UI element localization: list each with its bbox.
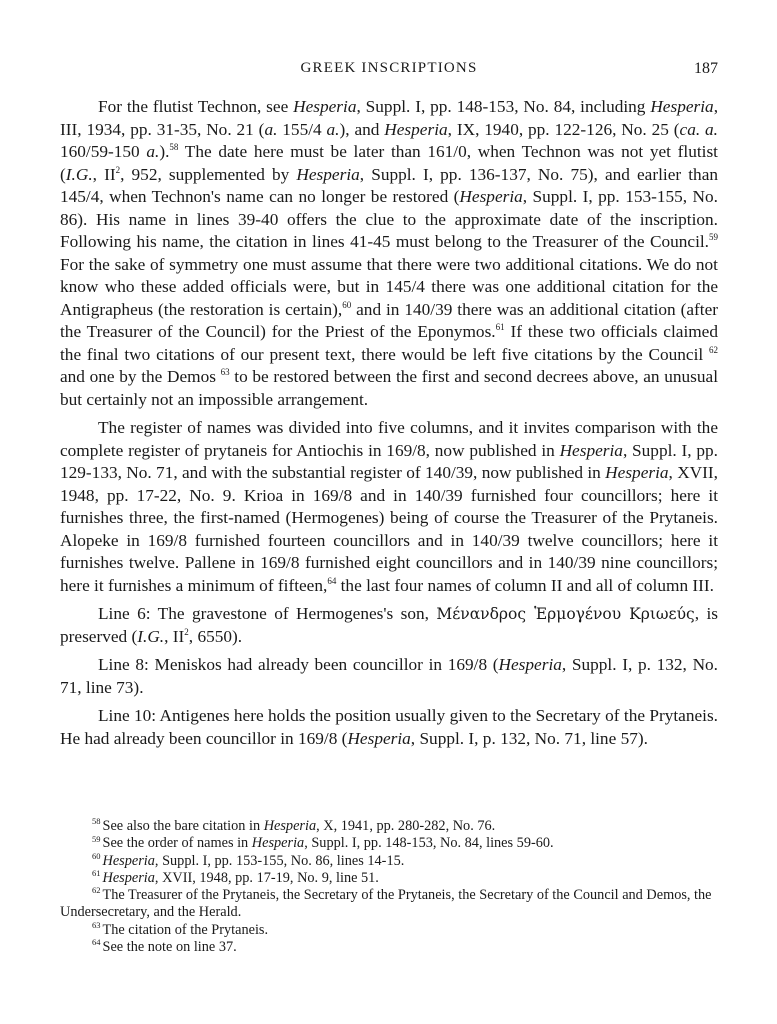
running-title: GREEK INSCRIPTIONS: [300, 60, 478, 76]
footnotes: [60, 818, 718, 956]
footnote-61: $^{61}$ Hesperia, XVII, 1948, pp. 17-19, No. 9, line 51.: [92, 868, 379, 886]
paragraph-register: The register of names was divided into five columns, and it invites comparison with the complete register of prytaneis for Antiochis in 169/8, now published in Hesperia, Suppl. I, pp. 129-133, No. 71, and with the substantial register of 140/39, now published in Hesperia, XVII, 1948, pp. 17-22, No. 9. Krioa in 169/8 and in 140/39 furnished four councillors; here it furnishes three, the first-named (Hermogenes) being of course the Treasurer of the Prytaneis. Alopeke in 169/8 furnished fourteen councillors and in 140/39 twelve councillors; here it furnishes twelve. Pallene in 169/8 furnished eight councillors and in 140/39 nine councillors; here it furnishes a minimum of fifteen,$^{64}$ the last four names of column II and all of column III.: [60, 418, 718, 595]
footnote-60: $^{60}$ Hesperia, Suppl. I, pp. 153-155, No. 86, lines 14-15.: [92, 850, 405, 869]
paragraph-line-6: Line 6: The gravestone of Hermogenes's son, Μένανδρος Ἑρμογένου Κριωεύς, is preserved (I.G., $II^2$, 6550).: [60, 604, 718, 646]
page-header: [60, 60, 718, 84]
greek-inscription-text: Μένανδρος Ἑρμογένου Κριωεύς: [436, 605, 695, 623]
footnote-ref-61[interactable]: 61: [495, 322, 505, 333]
footnote-ref-60[interactable]: 60: [342, 299, 352, 310]
page-number: 187: [694, 60, 718, 77]
footnote-ref-58[interactable]: 58: [169, 142, 179, 153]
paragraph-line-8: Line 8: Meniskos had already been councillor in 169/8 (Hesperia, Suppl. I, p. 132, No. 71, line 73).: [60, 655, 719, 697]
footnote-ref-59[interactable]: 59: [709, 232, 718, 243]
footnote-64: $^{64}$ See the note on line 37.: [92, 937, 237, 956]
body-text: [60, 96, 718, 756]
footnote-62: $^{62}$ The Treasurer of the Prytaneis, the Secretary of the Prytaneis, the Secretary of the Council and Demos, the Undersecretary, and the Herald.: [60, 885, 712, 921]
footnote-59: $^{59}$ See the order of names in Hesperia, Suppl. I, pp. 148-153, No. 84, lines 59-60.: [92, 833, 554, 852]
footnote-ref-64[interactable]: 64: [327, 575, 337, 586]
footnote-63: $^{63}$ The citation of the Prytaneis.: [92, 920, 269, 938]
footnote-ref-63[interactable]: 63: [220, 367, 230, 378]
paragraph-line-10: Line 10: Antigenes here holds the position usually given to the Secretary of the Prytaneis. He had already been councillor in 169/8 (Hesperia, Suppl. I, p. 132, No. 71, line 57).: [60, 706, 718, 748]
paragraph-technon: For the flutist Technon, see Hesperia, Suppl. I, pp. 148-153, No. 84, including Hesperia, III, 1934, pp. 31-35, No. 21 (a. 155/4 a.), and Hesperia, IX, 1940, pp. 122-126, No. 25 (ca. a. 160/59-150 a.).$^{58}$ The date here must be later than 161/0, when Technon was not yet flutist (I.G., $II^2$, 952, supplemented by Hesperia, Suppl. I, pp. 136-137, No. 75), and earlier than 145/4, when Technon's name can no longer be restored (Hesperia, Suppl. I, pp. 153-155, No. 86). His name in lines 39-40 offers the clue to the approximate date of the inscription. Following his name, the citation in lines 41-45 must belong to the Treasurer of the Council.$^{59}$ For the sake of symmetry one must assume that there were two additional citations. We do not know who these added officials were, but in 145/4 there was one additional citation for the Antigrapheus (the restoration is certain),$^{60}$ and in 140/39 there was an additional citation (after the Treasurer of the Council) for the Priest of the Eponymos.$^{61}$ If these two officials claimed the final two citations of our present text, there would be left five citations by the Council $^{62}$ and one by the Demos $^{63}$ to be restored between the first and second decrees above, an unusual but certainly not an impossible arrangement.: [60, 97, 719, 409]
footnote-ref-62[interactable]: 62: [709, 344, 718, 355]
footnote-58: $^{58}$ See also the bare citation in Hesperia, X, 1941, pp. 280-282, No. 76.: [92, 816, 496, 834]
